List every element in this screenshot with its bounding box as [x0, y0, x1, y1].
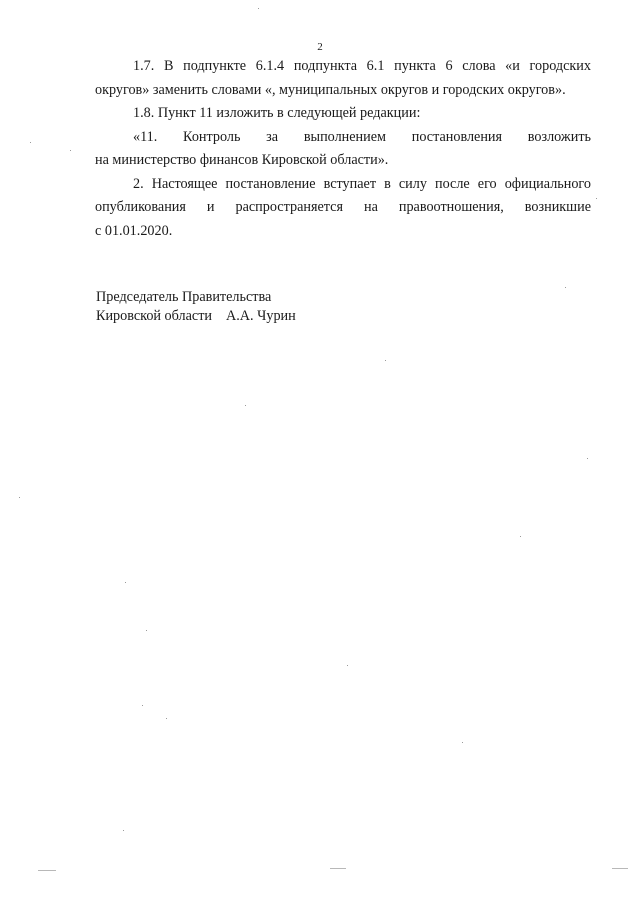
text-line: 2. Настоящее постановление вступает в силу после его официального: [133, 175, 591, 192]
scan-speck: [123, 830, 124, 831]
signatory-line: [96, 307, 296, 326]
scan-speck: [385, 360, 386, 361]
text-line: округов» заменить словами «, муниципальных округов и городских округов».: [95, 81, 566, 98]
document-body: [95, 55, 591, 243]
text-line: опубликования и распространяется на правоотношения, возникшие: [95, 199, 591, 215]
paragraph-1-7: [95, 55, 591, 102]
scan-edge-mark: [612, 868, 628, 869]
scan-speck: [125, 582, 126, 583]
signatory-region: Кировской области: [96, 308, 212, 324]
scan-speck: [596, 198, 597, 199]
scan-speck: [258, 8, 259, 9]
scan-speck: [462, 742, 463, 743]
scan-speck: [146, 630, 147, 631]
scan-speck: [70, 150, 71, 151]
page-number: 2: [317, 41, 323, 53]
signature-block: [96, 288, 296, 326]
signatory-title: Председатель Правительства: [96, 289, 272, 305]
scan-speck: [245, 405, 246, 406]
paragraph-2: [95, 173, 591, 244]
scan-speck: [30, 142, 31, 143]
paragraph-1-8: [95, 102, 591, 126]
text-line: «11. Контроль за выполнением постановления возложить: [133, 128, 591, 145]
scan-speck: [565, 287, 566, 288]
scan-speck: [520, 536, 521, 537]
scan-edge-mark: [330, 868, 346, 869]
scan-speck: [166, 718, 167, 719]
scan-speck: [19, 497, 20, 498]
paragraph-11-quote: [95, 126, 591, 173]
scan-speck: [142, 705, 143, 706]
scan-speck: [587, 458, 588, 459]
text-line: 1.7. В подпункте 6.1.4 подпункта 6.1 пункта 6 слова «и городских: [133, 58, 591, 74]
text-line: 1.8. Пункт 11 изложить в следующей редакции:: [133, 105, 421, 121]
scan-speck: [347, 665, 348, 666]
text-line: на министерство финансов Кировской области».: [95, 152, 389, 168]
scan-edge-mark: [38, 870, 56, 871]
text-line: с 01.01.2020.: [95, 222, 173, 239]
signatory-name: А.А. Чурин: [226, 308, 296, 324]
